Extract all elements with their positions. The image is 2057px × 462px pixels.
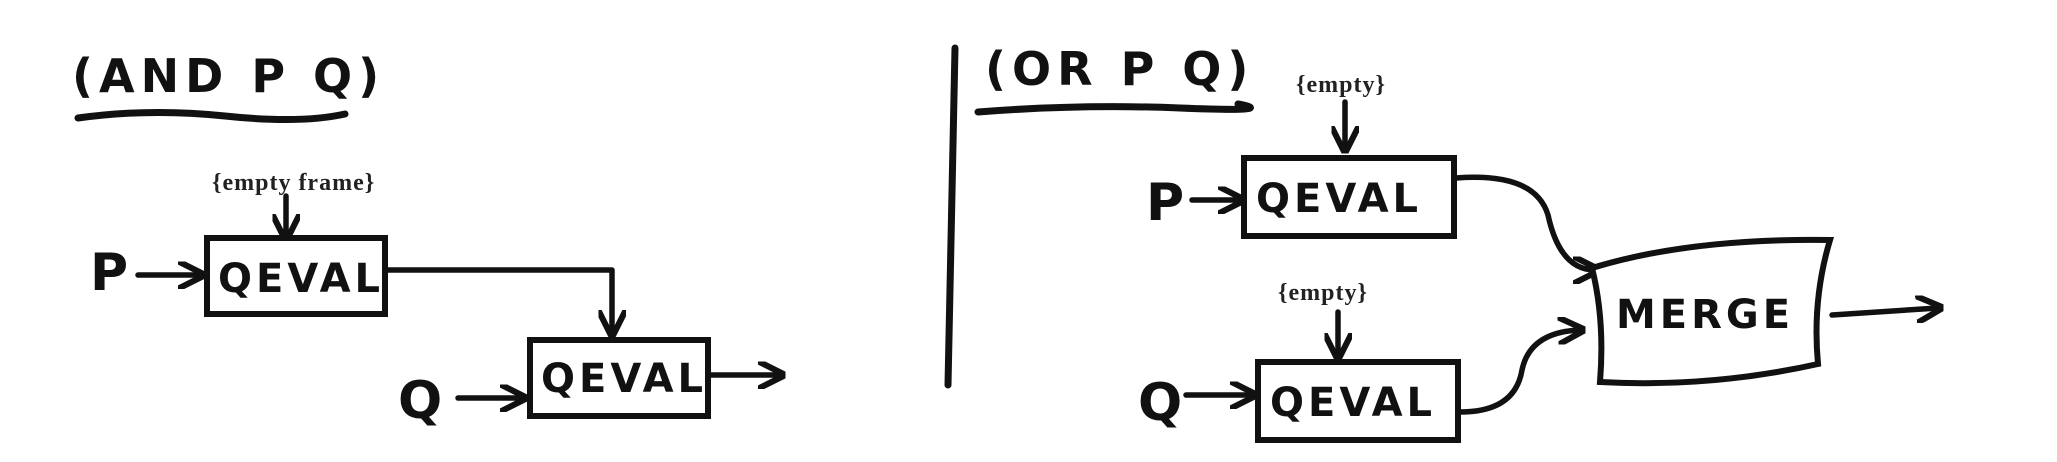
or-top-to-merge-arrow: [1456, 177, 1595, 270]
and-input-p: P: [90, 243, 129, 303]
or-qeval-box-top-label: QEVAL: [1256, 176, 1423, 222]
or-input-p: P: [1146, 173, 1185, 233]
or-annotation-top: {empty}: [1296, 72, 1386, 98]
or-bottom-to-merge-arrow: [1460, 330, 1580, 412]
and-diagram: [72, 49, 780, 431]
or-input-q: Q: [1138, 373, 1183, 433]
or-qeval-box-bottom-label: QEVAL: [1270, 380, 1437, 426]
and-title-underline: [78, 112, 345, 119]
or-output-arrow: [1832, 308, 1938, 315]
and-qeval-box-1-label: QEVAL: [218, 256, 385, 302]
and-qeval-box-2-label: QEVAL: [541, 356, 708, 402]
and-annotation: {empty frame}: [212, 170, 376, 196]
or-title: (OR P Q): [985, 42, 1255, 96]
or-annotation-bottom: {empty}: [1278, 280, 1368, 306]
or-title-underline: [978, 104, 1250, 112]
and-connector-arrow: [386, 270, 612, 332]
and-title: (AND P Q): [72, 49, 386, 103]
and-input-q: Q: [398, 371, 443, 431]
divider-line: [948, 48, 955, 385]
or-merge-label: MERGE: [1616, 292, 1795, 338]
or-diagram: [978, 42, 1938, 440]
